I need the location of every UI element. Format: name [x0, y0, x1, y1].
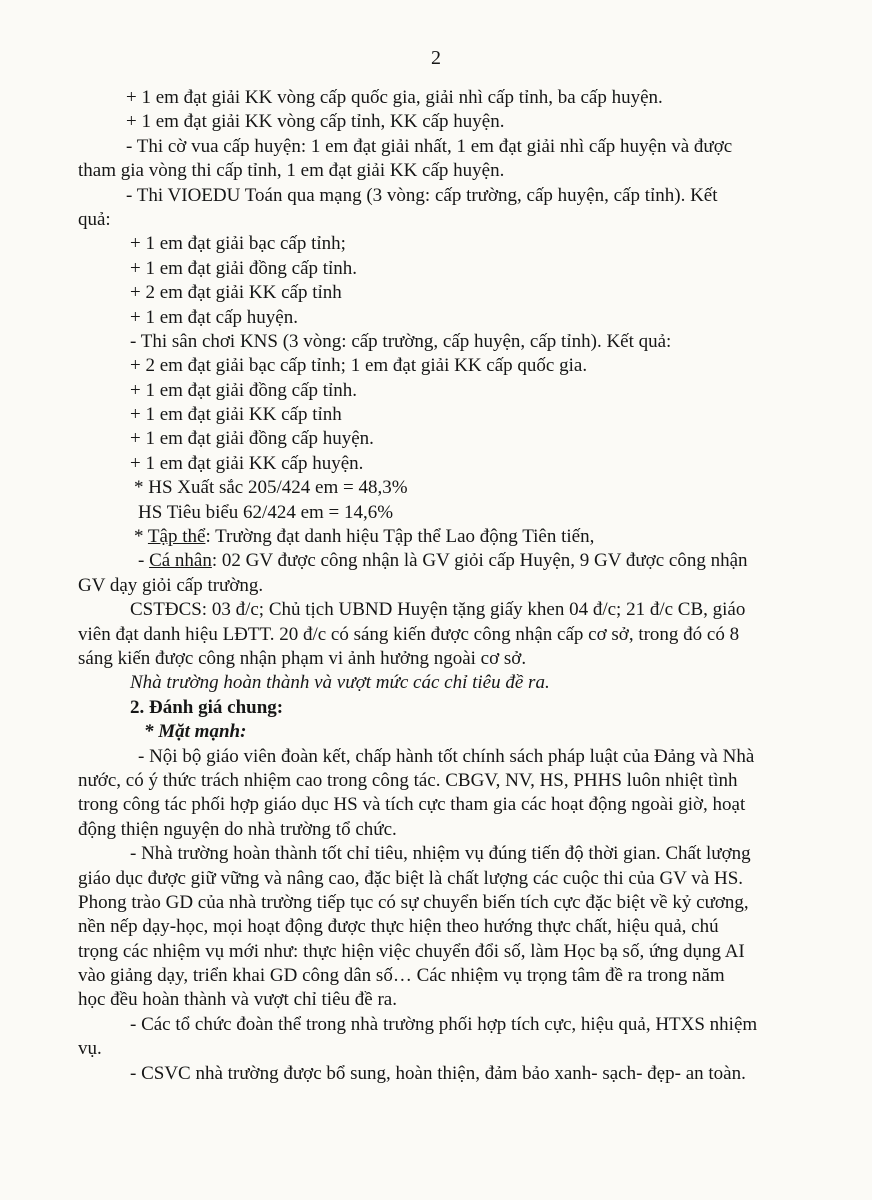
text-line: + 1 em đạt giải đồng cấp tỉnh. — [130, 257, 358, 279]
text-line: học đều hoàn thành và vượt chỉ tiêu đề ra. — [78, 989, 397, 1011]
conclusion-line: Nhà trường hoàn thành và vượt mức các chỉ tiêu đề ra. — [130, 672, 550, 694]
text-line: + 1 em đạt giải đồng cấp huyện. — [130, 428, 374, 450]
bullet: * — [134, 526, 148, 548]
text-line: quả: — [78, 208, 111, 230]
collective-label: Tập thể — [147, 526, 206, 548]
text-line: - Thi sân chơi KNS (3 vòng: cấp trường, cấp huyện, cấp tỉnh). Kết quả: — [130, 330, 672, 352]
text-line: - Nhà trường hoàn thành tốt chỉ tiêu, nhiệm vụ đúng tiến độ thời gian. Chất lượng — [130, 843, 751, 865]
document-body — [78, 86, 838, 1086]
text-line: + 1 em đạt giải đồng cấp tỉnh. — [130, 379, 358, 401]
award-individual-line — [78, 549, 838, 573]
text-line: + 1 em đạt giải KK cấp tỉnh — [130, 404, 342, 426]
individual-label: Cá nhân — [149, 550, 212, 572]
page-number: 2 — [431, 47, 441, 69]
text-line: - Nội bộ giáo viên đoàn kết, chấp hành tốt chính sách pháp luật của Đảng và Nhà — [138, 745, 755, 767]
text-line: + 1 em đạt giải KK cấp huyện. — [130, 452, 364, 474]
text-line: trong công tác phối hợp giáo dục HS và tích cực tham gia các hoạt động ngoài giờ, hoạt — [78, 794, 746, 816]
text-line: HS Tiêu biểu 62/424 em = 14,6% — [138, 501, 394, 523]
text-line: sáng kiến được công nhận phạm vi ảnh hưởng ngoài cơ sở. — [78, 647, 527, 669]
text-line: trọng các nhiệm vụ mới như: thực hiện việc chuyển đổi số, làm Học bạ số, ứng dụng AI — [78, 940, 745, 962]
text-line: viên đạt danh hiệu LĐTT. 20 đ/c có sáng kiến được công nhận cấp cơ sở, trong đó có 8 — [78, 623, 740, 645]
text-line: + 1 em đạt giải KK vòng cấp quốc gia, giải nhì cấp tỉnh, ba cấp huyện. — [126, 87, 663, 108]
section-heading: 2. Đánh giá chung: — [130, 696, 284, 718]
text-line: - Các tổ chức đoàn thể trong nhà trường phối hợp tích cực, hiệu quả, HTXS nhiệm — [130, 1013, 758, 1035]
text-line: + 1 em đạt giải KK vòng cấp tỉnh, KK cấp huyện. — [126, 111, 505, 133]
text-line: - Thi cờ vua cấp huyện: 1 em đạt giải nhất, 1 em đạt giải nhì cấp huyện và được — [126, 135, 733, 157]
collective-text: : Trường đạt danh hiệu Tập thể Lao động Tiên tiến, — [205, 526, 595, 548]
text-line: GV dạy giỏi cấp trường. — [78, 574, 264, 596]
text-line: CSTĐCS: 03 đ/c; Chủ tịch UBND Huyện tặng giấy khen 04 đ/c; 21 đ/c CB, giáo — [130, 599, 746, 621]
subsection-heading: * Mặt mạnh: — [144, 721, 247, 743]
text-line: giáo dục được giữ vững và nâng cao, đặc biệt là chất lượng các cuộc thi của GV và HS. — [78, 867, 744, 889]
text-line: Phong trào GD của nhà trường tiếp tục có sự chuyển biến tích cực đặc biệt về kỷ cương, — [78, 891, 749, 913]
bullet: - — [138, 550, 150, 572]
text-line: vụ. — [78, 1038, 102, 1060]
text-line: + 2 em đạt giải KK cấp tỉnh — [130, 282, 342, 304]
text-line: nước, có ý thức trách nhiệm cao trong công tác. CBGV, NV, HS, PHHS luôn nhiệt tình — [78, 769, 738, 791]
text-line: * HS Xuất sắc 205/424 em = 48,3% — [134, 477, 408, 499]
text-line: - CSVC nhà trường được bổ sung, hoàn thiện, đảm bảo xanh- sạch- đẹp- an toàn. — [130, 1062, 746, 1084]
text-line: + 1 em đạt cấp huyện. — [130, 306, 298, 328]
text-line: vào giảng dạy, triển khai GD công dân số… Các nhiệm vụ trọng tâm đề ra trong năm — [78, 965, 725, 987]
text-line: + 1 em đạt giải bạc cấp tỉnh; — [130, 233, 346, 255]
text-line: động thiện nguyện do nhà trường tổ chức. — [78, 818, 397, 840]
text-line: tham gia vòng thi cấp tỉnh, 1 em đạt giải KK cấp huyện. — [78, 160, 505, 182]
award-collective-line — [78, 525, 838, 549]
text-line: - Thi VIOEDU Toán qua mạng (3 vòng: cấp trường, cấp huyện, cấp tỉnh). Kết — [126, 184, 718, 206]
text-line: nền nếp dạy-học, mọi hoạt động được thực hiện theo hướng thực chất, hiệu quả, chú — [78, 916, 719, 938]
individual-text: : 02 GV được công nhận là GV giỏi cấp Huyện, 9 GV được công nhận — [211, 550, 748, 572]
text-line: + 2 em đạt giải bạc cấp tỉnh; 1 em đạt giải KK cấp quốc gia. — [130, 355, 588, 377]
